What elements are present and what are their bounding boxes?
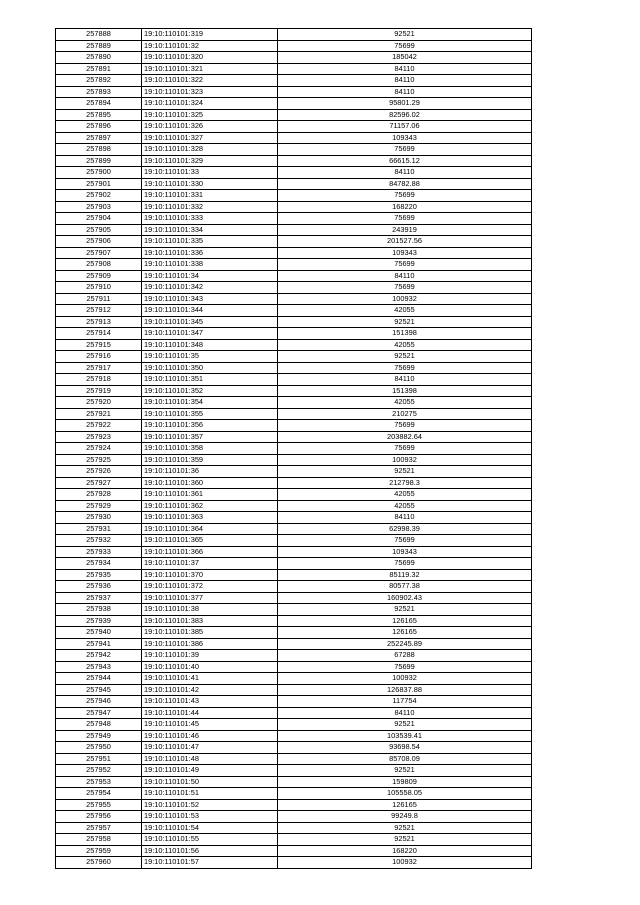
row-number-cell: 257897: [56, 132, 142, 144]
amount-cell: 92521: [278, 822, 532, 834]
cadastral-number-cell: 19:10:110101:336: [142, 247, 278, 259]
table-row: [56, 121, 532, 133]
amount-cell: 75699: [278, 190, 532, 202]
cadastral-number-cell: 19:10:110101:352: [142, 385, 278, 397]
amount-cell: 92521: [278, 351, 532, 363]
table-row: [56, 40, 532, 52]
amount-cell: 100932: [278, 673, 532, 685]
amount-cell: 75699: [278, 259, 532, 271]
table-row: [56, 328, 532, 340]
cadastral-number-cell: 19:10:110101:331: [142, 190, 278, 202]
row-number-cell: 257918: [56, 374, 142, 386]
amount-cell: 92521: [278, 719, 532, 731]
table-row: [56, 489, 532, 501]
amount-cell: 93698.54: [278, 742, 532, 754]
cadastral-number-cell: 19:10:110101:49: [142, 765, 278, 777]
table-row: [56, 822, 532, 834]
cadastral-number-cell: 19:10:110101:377: [142, 592, 278, 604]
row-number-cell: 257913: [56, 316, 142, 328]
cadastral-number-cell: 19:10:110101:355: [142, 408, 278, 420]
row-number-cell: 257929: [56, 500, 142, 512]
row-number-cell: 257912: [56, 305, 142, 317]
amount-cell: 42055: [278, 305, 532, 317]
row-number-cell: 257896: [56, 121, 142, 133]
amount-cell: 84110: [278, 512, 532, 524]
row-number-cell: 257930: [56, 512, 142, 524]
table-row: [56, 857, 532, 869]
table-row: [56, 236, 532, 248]
amount-cell: 100932: [278, 454, 532, 466]
table-row: [56, 581, 532, 593]
table-row: [56, 500, 532, 512]
cadastral-number-cell: 19:10:110101:361: [142, 489, 278, 501]
row-number-cell: 257891: [56, 63, 142, 75]
amount-cell: 100932: [278, 857, 532, 869]
amount-cell: 75699: [278, 213, 532, 225]
row-number-cell: 257902: [56, 190, 142, 202]
amount-cell: 126165: [278, 799, 532, 811]
row-number-cell: 257901: [56, 178, 142, 190]
amount-cell: 75699: [278, 443, 532, 455]
row-number-cell: 257947: [56, 707, 142, 719]
row-number-cell: 257945: [56, 684, 142, 696]
row-number-cell: 257955: [56, 799, 142, 811]
row-number-cell: 257907: [56, 247, 142, 259]
row-number-cell: 257928: [56, 489, 142, 501]
amount-cell: 75699: [278, 40, 532, 52]
table-row: [56, 799, 532, 811]
cadastral-number-cell: 19:10:110101:347: [142, 328, 278, 340]
amount-cell: 75699: [278, 362, 532, 374]
row-number-cell: 257904: [56, 213, 142, 225]
cadastral-number-cell: 19:10:110101:43: [142, 696, 278, 708]
amount-cell: 84110: [278, 63, 532, 75]
table-row: [56, 569, 532, 581]
row-number-cell: 257915: [56, 339, 142, 351]
amount-cell: 109343: [278, 132, 532, 144]
table-row: [56, 719, 532, 731]
cadastral-number-cell: 19:10:110101:345: [142, 316, 278, 328]
table-row: [56, 638, 532, 650]
amount-cell: 109343: [278, 247, 532, 259]
data-table: [55, 28, 532, 869]
cadastral-number-cell: 19:10:110101:326: [142, 121, 278, 133]
cadastral-number-cell: 19:10:110101:348: [142, 339, 278, 351]
table-row: [56, 454, 532, 466]
amount-cell: 92521: [278, 765, 532, 777]
table-row: [56, 385, 532, 397]
amount-cell: 151398: [278, 328, 532, 340]
cadastral-number-cell: 19:10:110101:386: [142, 638, 278, 650]
row-number-cell: 257894: [56, 98, 142, 110]
row-number-cell: 257909: [56, 270, 142, 282]
row-number-cell: 257900: [56, 167, 142, 179]
row-number-cell: 257936: [56, 581, 142, 593]
table-row: [56, 466, 532, 478]
table-row: [56, 420, 532, 432]
cadastral-number-cell: 19:10:110101:39: [142, 650, 278, 662]
amount-cell: 160902.43: [278, 592, 532, 604]
cadastral-number-cell: 19:10:110101:363: [142, 512, 278, 524]
table-row: [56, 730, 532, 742]
cadastral-number-cell: 19:10:110101:54: [142, 822, 278, 834]
row-number-cell: 257906: [56, 236, 142, 248]
row-number-cell: 257960: [56, 857, 142, 869]
cadastral-number-cell: 19:10:110101:46: [142, 730, 278, 742]
cadastral-number-cell: 19:10:110101:362: [142, 500, 278, 512]
table-row: [56, 604, 532, 616]
table-row: [56, 753, 532, 765]
amount-cell: 201527.56: [278, 236, 532, 248]
table-row: [56, 673, 532, 685]
row-number-cell: 257908: [56, 259, 142, 271]
table-row: [56, 63, 532, 75]
row-number-cell: 257893: [56, 86, 142, 98]
row-number-cell: 257942: [56, 650, 142, 662]
cadastral-number-cell: 19:10:110101:366: [142, 546, 278, 558]
table-row: [56, 546, 532, 558]
row-number-cell: 257903: [56, 201, 142, 213]
table-row: [56, 408, 532, 420]
table-row: [56, 75, 532, 87]
row-number-cell: 257935: [56, 569, 142, 581]
cadastral-number-cell: 19:10:110101:350: [142, 362, 278, 374]
cadastral-number-cell: 19:10:110101:327: [142, 132, 278, 144]
amount-cell: 84110: [278, 707, 532, 719]
table-row: [56, 811, 532, 823]
row-number-cell: 257895: [56, 109, 142, 121]
amount-cell: 126165: [278, 615, 532, 627]
amount-cell: 75699: [278, 420, 532, 432]
row-number-cell: 257914: [56, 328, 142, 340]
table-row: [56, 144, 532, 156]
table-row: [56, 477, 532, 489]
cadastral-number-cell: 19:10:110101:35: [142, 351, 278, 363]
amount-cell: 117754: [278, 696, 532, 708]
cadastral-number-cell: 19:10:110101:55: [142, 834, 278, 846]
table-row: [56, 627, 532, 639]
cadastral-number-cell: 19:10:110101:42: [142, 684, 278, 696]
amount-cell: 185042: [278, 52, 532, 64]
cadastral-number-cell: 19:10:110101:344: [142, 305, 278, 317]
document-page: [55, 28, 532, 869]
amount-cell: 84110: [278, 270, 532, 282]
cadastral-number-cell: 19:10:110101:33: [142, 167, 278, 179]
table-row: [56, 109, 532, 121]
table-row: [56, 167, 532, 179]
amount-cell: 42055: [278, 339, 532, 351]
cadastral-number-cell: 19:10:110101:321: [142, 63, 278, 75]
row-number-cell: 257956: [56, 811, 142, 823]
amount-cell: 84110: [278, 75, 532, 87]
row-number-cell: 257911: [56, 293, 142, 305]
cadastral-number-cell: 19:10:110101:37: [142, 558, 278, 570]
table-row: [56, 190, 532, 202]
row-number-cell: 257910: [56, 282, 142, 294]
row-number-cell: 257920: [56, 397, 142, 409]
table-row: [56, 431, 532, 443]
amount-cell: 252245.89: [278, 638, 532, 650]
amount-cell: 75699: [278, 144, 532, 156]
row-number-cell: 257899: [56, 155, 142, 167]
table-row: [56, 592, 532, 604]
table-row: [56, 707, 532, 719]
table-row: [56, 282, 532, 294]
row-number-cell: 257922: [56, 420, 142, 432]
row-number-cell: 257917: [56, 362, 142, 374]
amount-cell: 109343: [278, 546, 532, 558]
cadastral-number-cell: 19:10:110101:360: [142, 477, 278, 489]
row-number-cell: 257924: [56, 443, 142, 455]
cadastral-number-cell: 19:10:110101:36: [142, 466, 278, 478]
table-row: [56, 351, 532, 363]
table-row: [56, 52, 532, 64]
cadastral-number-cell: 19:10:110101:359: [142, 454, 278, 466]
table-row: [56, 615, 532, 627]
table-row: [56, 293, 532, 305]
table-row: [56, 270, 532, 282]
row-number-cell: 257916: [56, 351, 142, 363]
amount-cell: 84110: [278, 374, 532, 386]
cadastral-number-cell: 19:10:110101:319: [142, 29, 278, 41]
amount-cell: 75699: [278, 661, 532, 673]
cadastral-number-cell: 19:10:110101:335: [142, 236, 278, 248]
table-row: [56, 224, 532, 236]
cadastral-number-cell: 19:10:110101:354: [142, 397, 278, 409]
amount-cell: 42055: [278, 397, 532, 409]
amount-cell: 67288: [278, 650, 532, 662]
amount-cell: 100932: [278, 293, 532, 305]
amount-cell: 210275: [278, 408, 532, 420]
cadastral-number-cell: 19:10:110101:48: [142, 753, 278, 765]
row-number-cell: 257957: [56, 822, 142, 834]
amount-cell: 168220: [278, 201, 532, 213]
table-row: [56, 155, 532, 167]
table-row: [56, 650, 532, 662]
amount-cell: 84110: [278, 167, 532, 179]
table-row: [56, 558, 532, 570]
amount-cell: 42055: [278, 489, 532, 501]
cadastral-number-cell: 19:10:110101:334: [142, 224, 278, 236]
table-row: [56, 98, 532, 110]
amount-cell: 243919: [278, 224, 532, 236]
row-number-cell: 257898: [56, 144, 142, 156]
row-number-cell: 257946: [56, 696, 142, 708]
amount-cell: 99249.8: [278, 811, 532, 823]
table-row: [56, 523, 532, 535]
cadastral-number-cell: 19:10:110101:329: [142, 155, 278, 167]
table-row: [56, 696, 532, 708]
row-number-cell: 257932: [56, 535, 142, 547]
table-row: [56, 742, 532, 754]
cadastral-number-cell: 19:10:110101:338: [142, 259, 278, 271]
cadastral-number-cell: 19:10:110101:44: [142, 707, 278, 719]
cadastral-number-cell: 19:10:110101:53: [142, 811, 278, 823]
cadastral-number-cell: 19:10:110101:325: [142, 109, 278, 121]
row-number-cell: 257890: [56, 52, 142, 64]
cadastral-number-cell: 19:10:110101:52: [142, 799, 278, 811]
row-number-cell: 257938: [56, 604, 142, 616]
table-row: [56, 132, 532, 144]
cadastral-number-cell: 19:10:110101:385: [142, 627, 278, 639]
row-number-cell: 257905: [56, 224, 142, 236]
table-row: [56, 397, 532, 409]
table-row: [56, 178, 532, 190]
table-row: [56, 535, 532, 547]
table-row: [56, 339, 532, 351]
amount-cell: 126837.88: [278, 684, 532, 696]
cadastral-number-cell: 19:10:110101:322: [142, 75, 278, 87]
table-row: [56, 316, 532, 328]
cadastral-number-cell: 19:10:110101:320: [142, 52, 278, 64]
row-number-cell: 257926: [56, 466, 142, 478]
amount-cell: 80577.38: [278, 581, 532, 593]
row-number-cell: 257939: [56, 615, 142, 627]
amount-cell: 92521: [278, 466, 532, 478]
row-number-cell: 257921: [56, 408, 142, 420]
row-number-cell: 257889: [56, 40, 142, 52]
table-row: [56, 661, 532, 673]
table-row: [56, 86, 532, 98]
row-number-cell: 257940: [56, 627, 142, 639]
amount-cell: 82596.02: [278, 109, 532, 121]
amount-cell: 203882.64: [278, 431, 532, 443]
cadastral-number-cell: 19:10:110101:370: [142, 569, 278, 581]
table-row: [56, 765, 532, 777]
amount-cell: 66615.12: [278, 155, 532, 167]
amount-cell: 84110: [278, 86, 532, 98]
cadastral-number-cell: 19:10:110101:38: [142, 604, 278, 616]
row-number-cell: 257944: [56, 673, 142, 685]
table-row: [56, 362, 532, 374]
table-row: [56, 201, 532, 213]
row-number-cell: 257934: [56, 558, 142, 570]
cadastral-number-cell: 19:10:110101:356: [142, 420, 278, 432]
row-number-cell: 257923: [56, 431, 142, 443]
row-number-cell: 257958: [56, 834, 142, 846]
row-number-cell: 257949: [56, 730, 142, 742]
amount-cell: 75699: [278, 535, 532, 547]
cadastral-number-cell: 19:10:110101:34: [142, 270, 278, 282]
cadastral-number-cell: 19:10:110101:364: [142, 523, 278, 535]
row-number-cell: 257925: [56, 454, 142, 466]
row-number-cell: 257892: [56, 75, 142, 87]
row-number-cell: 257954: [56, 788, 142, 800]
amount-cell: 75699: [278, 558, 532, 570]
row-number-cell: 257951: [56, 753, 142, 765]
cadastral-number-cell: 19:10:110101:383: [142, 615, 278, 627]
table-row: [56, 684, 532, 696]
table-body: [56, 29, 532, 869]
amount-cell: 85708.09: [278, 753, 532, 765]
amount-cell: 62998.39: [278, 523, 532, 535]
cadastral-number-cell: 19:10:110101:323: [142, 86, 278, 98]
amount-cell: 92521: [278, 834, 532, 846]
cadastral-number-cell: 19:10:110101:56: [142, 845, 278, 857]
amount-cell: 103539.41: [278, 730, 532, 742]
row-number-cell: 257943: [56, 661, 142, 673]
cadastral-number-cell: 19:10:110101:357: [142, 431, 278, 443]
row-number-cell: 257948: [56, 719, 142, 731]
table-row: [56, 29, 532, 41]
amount-cell: 92521: [278, 29, 532, 41]
amount-cell: 92521: [278, 604, 532, 616]
row-number-cell: 257937: [56, 592, 142, 604]
amount-cell: 85119.32: [278, 569, 532, 581]
amount-cell: 42055: [278, 500, 532, 512]
table-row: [56, 788, 532, 800]
amount-cell: 75699: [278, 282, 532, 294]
table-row: [56, 834, 532, 846]
cadastral-number-cell: 19:10:110101:45: [142, 719, 278, 731]
cadastral-number-cell: 19:10:110101:365: [142, 535, 278, 547]
table-row: [56, 512, 532, 524]
amount-cell: 71157.06: [278, 121, 532, 133]
cadastral-number-cell: 19:10:110101:343: [142, 293, 278, 305]
cadastral-number-cell: 19:10:110101:358: [142, 443, 278, 455]
cadastral-number-cell: 19:10:110101:40: [142, 661, 278, 673]
row-number-cell: 257888: [56, 29, 142, 41]
amount-cell: 159809: [278, 776, 532, 788]
table-row: [56, 259, 532, 271]
amount-cell: 126165: [278, 627, 532, 639]
amount-cell: 212798.3: [278, 477, 532, 489]
table-row: [56, 845, 532, 857]
amount-cell: 84782.88: [278, 178, 532, 190]
cadastral-number-cell: 19:10:110101:57: [142, 857, 278, 869]
cadastral-number-cell: 19:10:110101:330: [142, 178, 278, 190]
cadastral-number-cell: 19:10:110101:372: [142, 581, 278, 593]
cadastral-number-cell: 19:10:110101:342: [142, 282, 278, 294]
table-row: [56, 305, 532, 317]
cadastral-number-cell: 19:10:110101:47: [142, 742, 278, 754]
table-row: [56, 443, 532, 455]
table-row: [56, 213, 532, 225]
amount-cell: 168220: [278, 845, 532, 857]
cadastral-number-cell: 19:10:110101:51: [142, 788, 278, 800]
row-number-cell: 257950: [56, 742, 142, 754]
amount-cell: 95801.29: [278, 98, 532, 110]
cadastral-number-cell: 19:10:110101:332: [142, 201, 278, 213]
row-number-cell: 257933: [56, 546, 142, 558]
cadastral-number-cell: 19:10:110101:32: [142, 40, 278, 52]
amount-cell: 151398: [278, 385, 532, 397]
cadastral-number-cell: 19:10:110101:328: [142, 144, 278, 156]
cadastral-number-cell: 19:10:110101:333: [142, 213, 278, 225]
table-row: [56, 374, 532, 386]
cadastral-number-cell: 19:10:110101:324: [142, 98, 278, 110]
amount-cell: 92521: [278, 316, 532, 328]
row-number-cell: 257941: [56, 638, 142, 650]
table-row: [56, 247, 532, 259]
row-number-cell: 257927: [56, 477, 142, 489]
row-number-cell: 257952: [56, 765, 142, 777]
table-row: [56, 776, 532, 788]
row-number-cell: 257931: [56, 523, 142, 535]
cadastral-number-cell: 19:10:110101:351: [142, 374, 278, 386]
row-number-cell: 257953: [56, 776, 142, 788]
cadastral-number-cell: 19:10:110101:41: [142, 673, 278, 685]
row-number-cell: 257959: [56, 845, 142, 857]
row-number-cell: 257919: [56, 385, 142, 397]
amount-cell: 105558.05: [278, 788, 532, 800]
cadastral-number-cell: 19:10:110101:50: [142, 776, 278, 788]
